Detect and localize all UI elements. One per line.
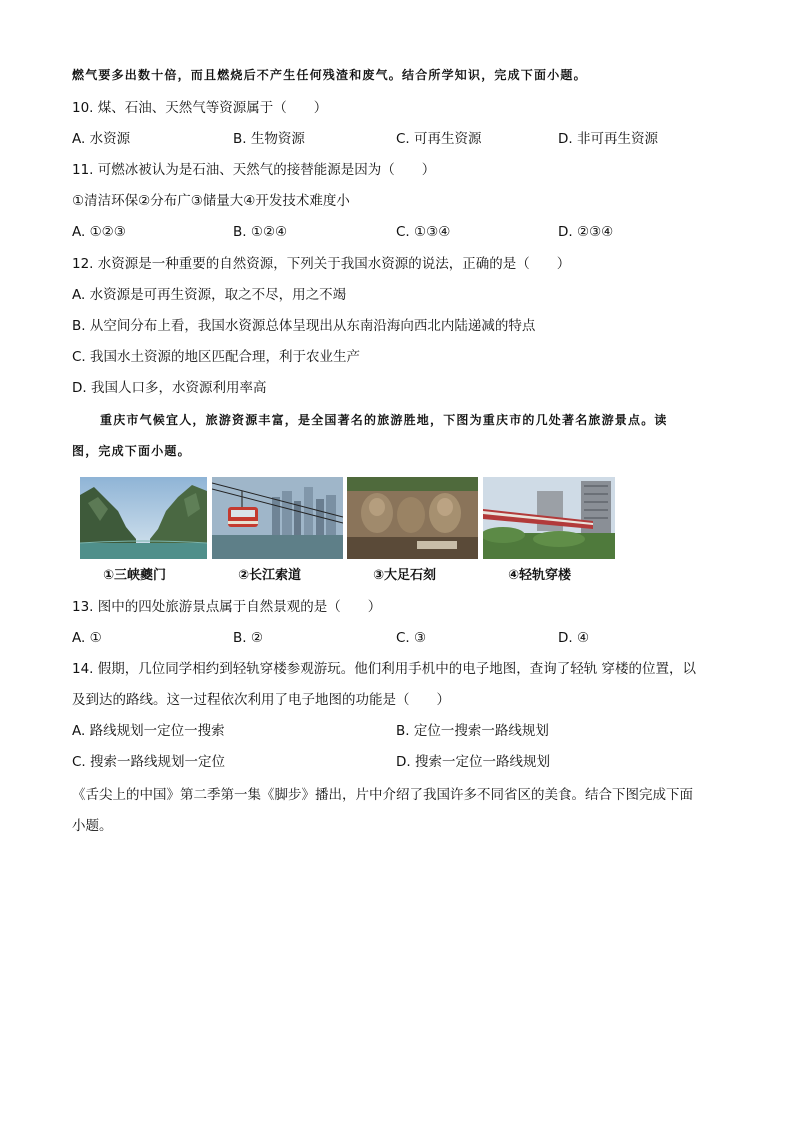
question-10-stem: 10. 煤、石油、天然气等资源属于（ ） xyxy=(72,100,328,116)
question-11-items: ①清洁环保②分布广③储量大④开发技术难度小 xyxy=(72,193,350,209)
question-14-stem-line2: 及到达的路线。这一过程依次利用了电子地图的功能是（ ） xyxy=(72,692,450,708)
question-14-option-a: A. 路线规划一定位一搜索 xyxy=(72,723,225,739)
question-10-option-c: C. 可再生资源 xyxy=(396,131,482,147)
question-11-stem: 11. 可燃冰被认为是石油、天然气的接替能源是因为（ ） xyxy=(72,162,436,178)
passage-food-line1: 《舌尖上的中国》第二季第一集《脚步》播出，片中介绍了我国许多不同省区的美食。结合下图完成下面 xyxy=(72,787,693,803)
passage-chongqing-line2: 图，完成下面小题。 xyxy=(72,444,191,458)
question-10-option-a: A. 水资源 xyxy=(72,131,131,147)
question-12-stem: 12. 水资源是一种重要的自然资源，下列关于我国水资源的说法，正确的是（ ） xyxy=(72,256,571,272)
question-14-option-d: D. 搜索一定位一路线规划 xyxy=(396,754,550,770)
photo-light-rail-through-building xyxy=(483,477,615,559)
question-13-option-c: C. ③ xyxy=(396,630,427,646)
passage-food-line2: 小题。 xyxy=(72,818,113,834)
question-11-option-c: C. ①③④ xyxy=(396,224,451,240)
passage-intro-continued: 燃气要多出数十倍，而且燃烧后不产生任何残渣和废气。结合所学知识，完成下面小题。 xyxy=(72,68,587,82)
question-14-stem-line1: 14. 假期，几位同学相约到轻轨穿楼参观游玩。他们利用手机中的电子地图，查询了轻轨 穿楼的位置，以 xyxy=(72,661,697,677)
question-14-option-b: B. 定位一搜索一路线规划 xyxy=(396,723,549,739)
photo-caption-2: ②长江索道 xyxy=(238,568,302,583)
question-13-option-a: A. ① xyxy=(72,630,102,646)
passage-chongqing-line1: 重庆市气候宜人，旅游资源丰富，是全国著名的旅游胜地，下图为重庆市的几处著名旅游景点。读 xyxy=(100,413,668,427)
question-10-option-b: B. 生物资源 xyxy=(233,131,305,147)
question-12-option-d: D. 我国人口多，水资源利用率高 xyxy=(72,380,267,396)
photo-yangtze-cableway xyxy=(212,477,343,559)
question-12-option-b: B. 从空间分布上看，我国水资源总体呈现出从东南沿海向西北内陆递减的特点 xyxy=(72,318,536,334)
question-11-option-d: D. ②③④ xyxy=(558,224,614,240)
question-11-option-b: B. ①②④ xyxy=(233,224,288,240)
question-13-option-b: B. ② xyxy=(233,630,263,646)
photo-three-gorges-kuimen xyxy=(80,477,207,559)
question-13-stem: 13. 图中的四处旅游景点属于自然景观的是（ ） xyxy=(72,599,382,615)
question-10-option-d: D. 非可再生资源 xyxy=(558,131,658,147)
photo-caption-4: ④轻轨穿楼 xyxy=(508,568,572,583)
question-13-option-d: D. ④ xyxy=(558,630,590,646)
question-12-option-c: C. 我国水土资源的地区匹配合理，利于农业生产 xyxy=(72,349,361,365)
photo-dazu-rock-carvings xyxy=(347,477,478,559)
question-14-option-c: C. 搜索一路线规划一定位 xyxy=(72,754,226,770)
photo-caption-1: ①三峡夔门 xyxy=(103,568,167,583)
question-11-option-a: A. ①②③ xyxy=(72,224,126,240)
question-12-option-a: A. 水资源是可再生资源，取之不尽，用之不竭 xyxy=(72,287,347,303)
photo-caption-3: ③大足石刻 xyxy=(373,568,437,583)
